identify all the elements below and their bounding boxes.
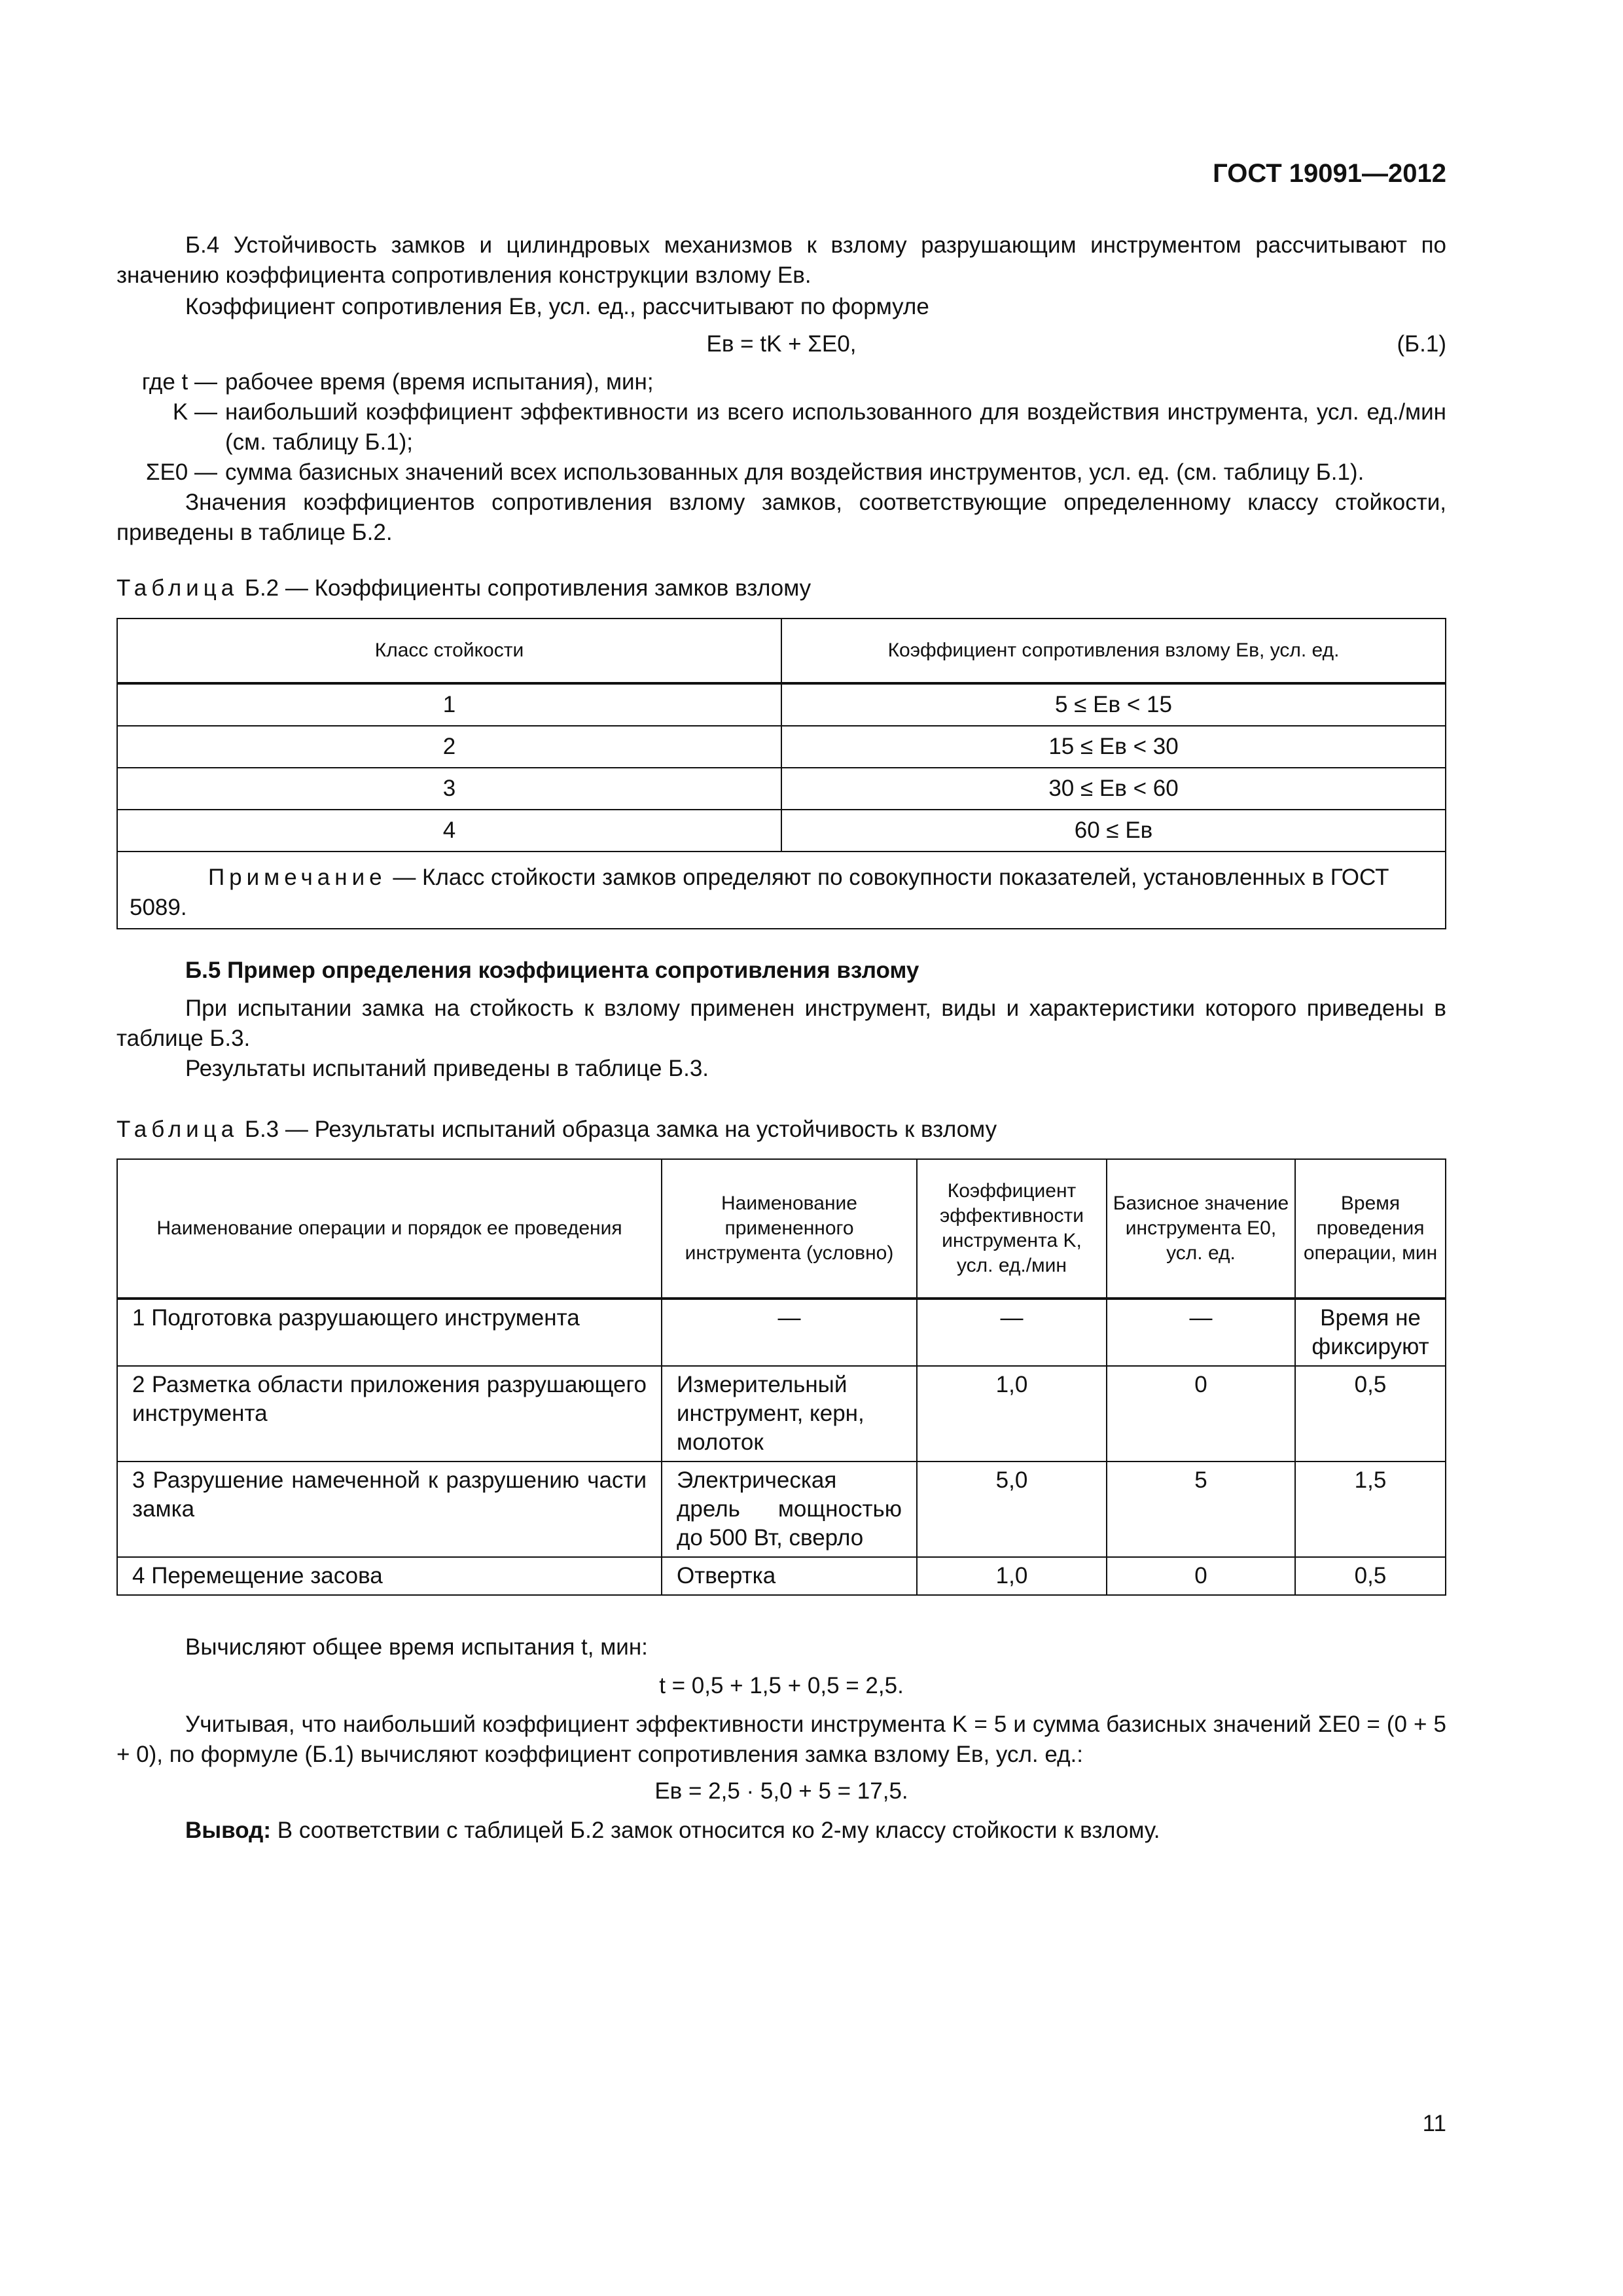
table-cell: 60 ≤ Eв <box>781 810 1446 852</box>
table-cell: 2 <box>117 726 781 768</box>
definition-term: ΣE0 — <box>145 459 217 485</box>
table-cell: Время не фиксируют <box>1295 1299 1446 1366</box>
table-cell: Измерительный инструмент, керн, молоток <box>662 1366 917 1462</box>
table-cell: 30 ≤ Eв < 60 <box>781 768 1446 810</box>
table-cell: 5 <box>1107 1462 1295 1557</box>
caption-text: Б.3 — Результаты испытаний образца замка на устойчивость к взлому <box>244 1117 997 1142</box>
definition-text: сумма базисных значений всех использованных для воздействия инструментов, усл. ед. (см. таблицу Б.1). <box>225 459 1364 485</box>
paragraph-b4-3: Значения коэффициентов сопротивления взлому замков, соответствующие определенному классу стойкости, приведены в таблице Б.2. <box>116 490 1446 545</box>
paragraph-b5-1: При испытании замка на стойкость к взлому применен инструмент, виды и характеристики которого приведены в таблице Б.3. <box>116 996 1446 1051</box>
caption-label: Таблица <box>116 575 239 601</box>
page-number: 11 <box>1422 2111 1446 2136</box>
table-cell: 1,0 <box>917 1366 1107 1462</box>
table-cell: 1,5 <box>1295 1462 1446 1557</box>
table-row <box>117 1462 1446 1557</box>
table-row <box>117 1557 1446 1595</box>
table-cell: 2 Разметка области приложения разрушающего инструмента <box>117 1366 662 1462</box>
table-cell: — <box>1107 1299 1295 1366</box>
caption-text: Б.2 — Коэффициенты сопротивления замков взлому <box>244 575 812 601</box>
table-cell: Отвертка <box>662 1557 917 1595</box>
definition-item <box>116 367 1446 397</box>
section-b5-heading: Б.5 Пример определения коэффициента сопротивления взлому <box>185 958 919 983</box>
definition-text: рабочее время (время испытания), мин; <box>225 369 654 395</box>
table-b2 <box>116 618 1446 929</box>
conclusion-text: В соответствии с таблицей Б.2 замок относится ко 2-му классу стойкости к взлому. <box>277 1818 1160 1843</box>
table-row <box>117 1366 1446 1462</box>
table-note <box>117 852 1446 929</box>
table-cell: 1 <box>117 683 781 726</box>
column-header: Наименование операции и порядок ее проведения <box>117 1159 662 1299</box>
formula-number: (Б.1) <box>1397 331 1446 357</box>
table-cell: 15 ≤ Eв < 30 <box>781 726 1446 768</box>
column-header: Базисное значение инструмента E0, усл. ед. <box>1107 1159 1295 1299</box>
table-cell: 5,0 <box>917 1462 1107 1557</box>
table-cell: 4 Перемещение засова <box>117 1557 662 1595</box>
conclusion-label: Вывод: <box>185 1818 272 1843</box>
definition-text: наибольший коэффициент эффективности из всего использованного для воздействия инструмента, усл. ед./мин (см. таблицу Б.1); <box>225 399 1446 455</box>
table-cell: 3 Разрушение намеченной к разрушению части замка <box>117 1462 662 1557</box>
table-b3-caption <box>116 1115 997 1145</box>
table-row <box>117 768 1446 810</box>
table-header-row <box>117 1159 1446 1299</box>
calc-paragraph-1: Вычисляют общее время испытания t, мин: <box>185 1634 648 1660</box>
table-b3 <box>116 1158 1446 1596</box>
table-row <box>117 810 1446 852</box>
equation-resistance: Eв = 2,5 · 5,0 + 5 = 17,5. <box>654 1778 908 1804</box>
table-cell: 1 Подготовка разрушающего инструмента <box>117 1299 662 1366</box>
equation-time: t = 0,5 + 1,5 + 0,5 = 2,5. <box>659 1673 904 1698</box>
table-cell: 4 <box>117 810 781 852</box>
table-cell: 0,5 <box>1295 1557 1446 1595</box>
document-id: ГОСТ 19091—2012 <box>1213 159 1446 188</box>
table-note-row <box>117 852 1446 929</box>
definition-item <box>116 457 1446 488</box>
note-label: Примечание <box>208 865 387 890</box>
definition-term: где t — <box>141 369 217 395</box>
caption-label: Таблица <box>116 1117 239 1142</box>
definition-item <box>116 397 1446 457</box>
table-row <box>117 683 1446 726</box>
definitions-list <box>116 367 1446 488</box>
table-cell: Электрическая дрель мощностью до 500 Вт, сверло <box>662 1462 917 1557</box>
table-row <box>117 1299 1446 1366</box>
column-header: Коэффициент сопротивления взлому Eв, усл. ед. <box>781 619 1446 683</box>
table-cell: 0,5 <box>1295 1366 1446 1462</box>
table-cell: 0 <box>1107 1557 1295 1595</box>
column-header: Класс стойкости <box>117 619 781 683</box>
table-header-row <box>117 619 1446 683</box>
paragraph-b4-1: Б.4 Устойчивость замков и цилиндровых механизмов к взлому разрушающим инструментом рассчитывают по значению коэффициента сопротивления конструкции взлому Eв. <box>116 232 1446 288</box>
definition-term: K — <box>172 399 217 425</box>
conclusion <box>116 1816 1446 1846</box>
table-row <box>117 726 1446 768</box>
table-cell: 5 ≤ Eв < 15 <box>781 683 1446 726</box>
note-text: — Класс стойкости замков определяют по совокупности показателей, установленных в ГОСТ 5089. <box>130 865 1389 920</box>
formula-b1: Eв = tK + ΣE0, <box>706 331 857 357</box>
column-header: Коэффициент эффективности инструмента K, усл. ед./мин <box>917 1159 1107 1299</box>
column-header: Время проведения операции, мин <box>1295 1159 1446 1299</box>
paragraph-b5-2: Результаты испытаний приведены в таблице Б.3. <box>185 1056 709 1081</box>
column-header: Наименование примененного инструмента (условно) <box>662 1159 917 1299</box>
table-cell: 3 <box>117 768 781 810</box>
table-cell: — <box>662 1299 917 1366</box>
table-cell: 0 <box>1107 1366 1295 1462</box>
paragraph-b4-2: Коэффициент сопротивления Eв, усл. ед., рассчитывают по формуле <box>185 294 929 319</box>
table-cell: — <box>917 1299 1107 1366</box>
calc-paragraph-2: Учитывая, что наибольший коэффициент эффективности инструмента K = 5 и сумма базисных значений ΣE0 = (0 + 5 + 0), по формуле (Б.1) вычисляют коэффициент сопротивления замка взлому Eв, усл. ед.: <box>116 1712 1446 1767</box>
table-cell: 1,0 <box>917 1557 1107 1595</box>
table-b2-caption <box>116 573 811 603</box>
